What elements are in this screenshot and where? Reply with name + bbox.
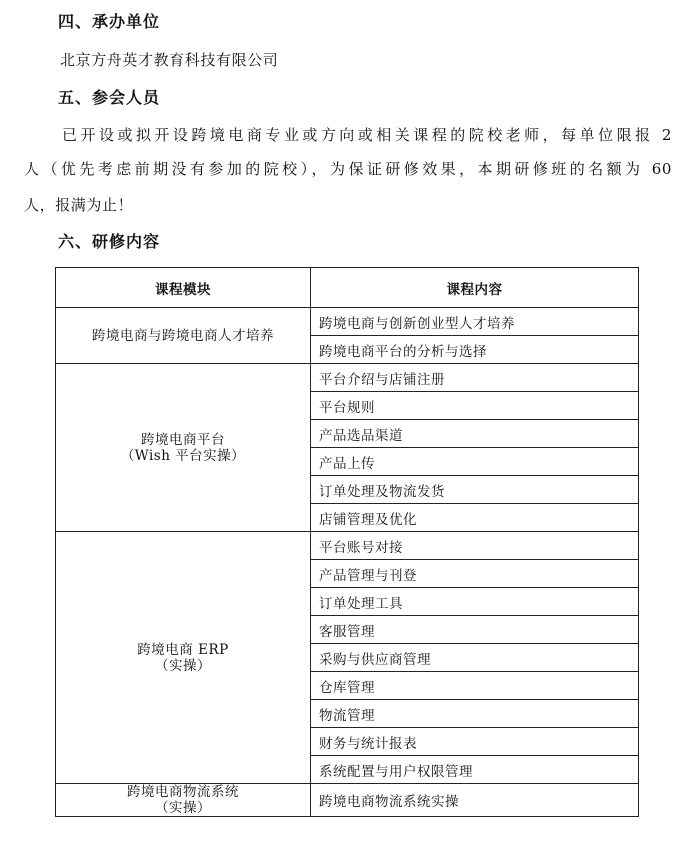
module-label: （实操） xyxy=(155,657,211,674)
content-cell: 平台规则 xyxy=(311,392,639,420)
module-cell xyxy=(56,784,311,817)
content-cell: 采购与供应商管理 xyxy=(311,644,639,672)
module-label: 跨境电商平台 xyxy=(141,431,225,448)
content-cell: 产品选品渠道 xyxy=(311,420,639,448)
content-cell: 跨境电商平台的分析与选择 xyxy=(311,336,639,364)
content-cell: 跨境电商与创新创业型人才培养 xyxy=(311,308,639,336)
header-course-module: 课程模块 xyxy=(56,268,311,308)
course-table-header-row xyxy=(56,268,639,308)
content-cell: 产品管理与刊登 xyxy=(311,560,639,588)
table-row xyxy=(56,532,639,560)
course-table xyxy=(55,267,639,817)
module-cell xyxy=(56,308,311,364)
module-label: 跨境电商与跨境电商人才培养 xyxy=(92,327,274,344)
table-row xyxy=(56,364,639,392)
content-cell: 跨境电商物流系统实操 xyxy=(311,784,639,817)
module-label: （实操） xyxy=(155,800,211,816)
section-heading-participants: 五、参会人员 xyxy=(58,88,161,107)
header-course-content: 课程内容 xyxy=(311,268,639,308)
participants-line-3: 人，报满为止！ xyxy=(24,196,134,214)
content-cell: 平台介绍与店铺注册 xyxy=(311,364,639,392)
module-cell xyxy=(56,364,311,532)
module-label: 跨境电商物流系统 xyxy=(127,784,239,800)
content-cell: 物流管理 xyxy=(311,700,639,728)
content-cell: 店铺管理及优化 xyxy=(311,504,639,532)
participants-line-1: 已开设或拟开设跨境电商专业或方向或相关课程的院校老师，每单位限报 2 xyxy=(62,126,672,144)
content-cell: 系统配置与用户权限管理 xyxy=(311,756,639,784)
organizer-name: 北京方舟英才教育科技有限公司 xyxy=(60,51,279,69)
content-cell: 仓库管理 xyxy=(311,672,639,700)
section-heading-organizer: 四、承办单位 xyxy=(58,12,161,31)
module-cell xyxy=(56,532,311,784)
section-heading-content: 六、研修内容 xyxy=(58,232,161,251)
table-row xyxy=(56,308,639,336)
module-label: 跨境电商 ERP xyxy=(137,641,229,658)
content-cell: 财务与统计报表 xyxy=(311,728,639,756)
participants-line-2: 人（优先考虑前期没有参加的院校），为保证研修效果，本期研修班的名额为 60 xyxy=(24,160,672,178)
content-cell: 平台账号对接 xyxy=(311,532,639,560)
content-cell: 客服管理 xyxy=(311,616,639,644)
content-cell: 订单处理及物流发货 xyxy=(311,476,639,504)
content-cell: 产品上传 xyxy=(311,448,639,476)
content-cell: 订单处理工具 xyxy=(311,588,639,616)
table-row xyxy=(56,784,639,817)
module-label: （Wish 平台实操） xyxy=(120,447,246,464)
